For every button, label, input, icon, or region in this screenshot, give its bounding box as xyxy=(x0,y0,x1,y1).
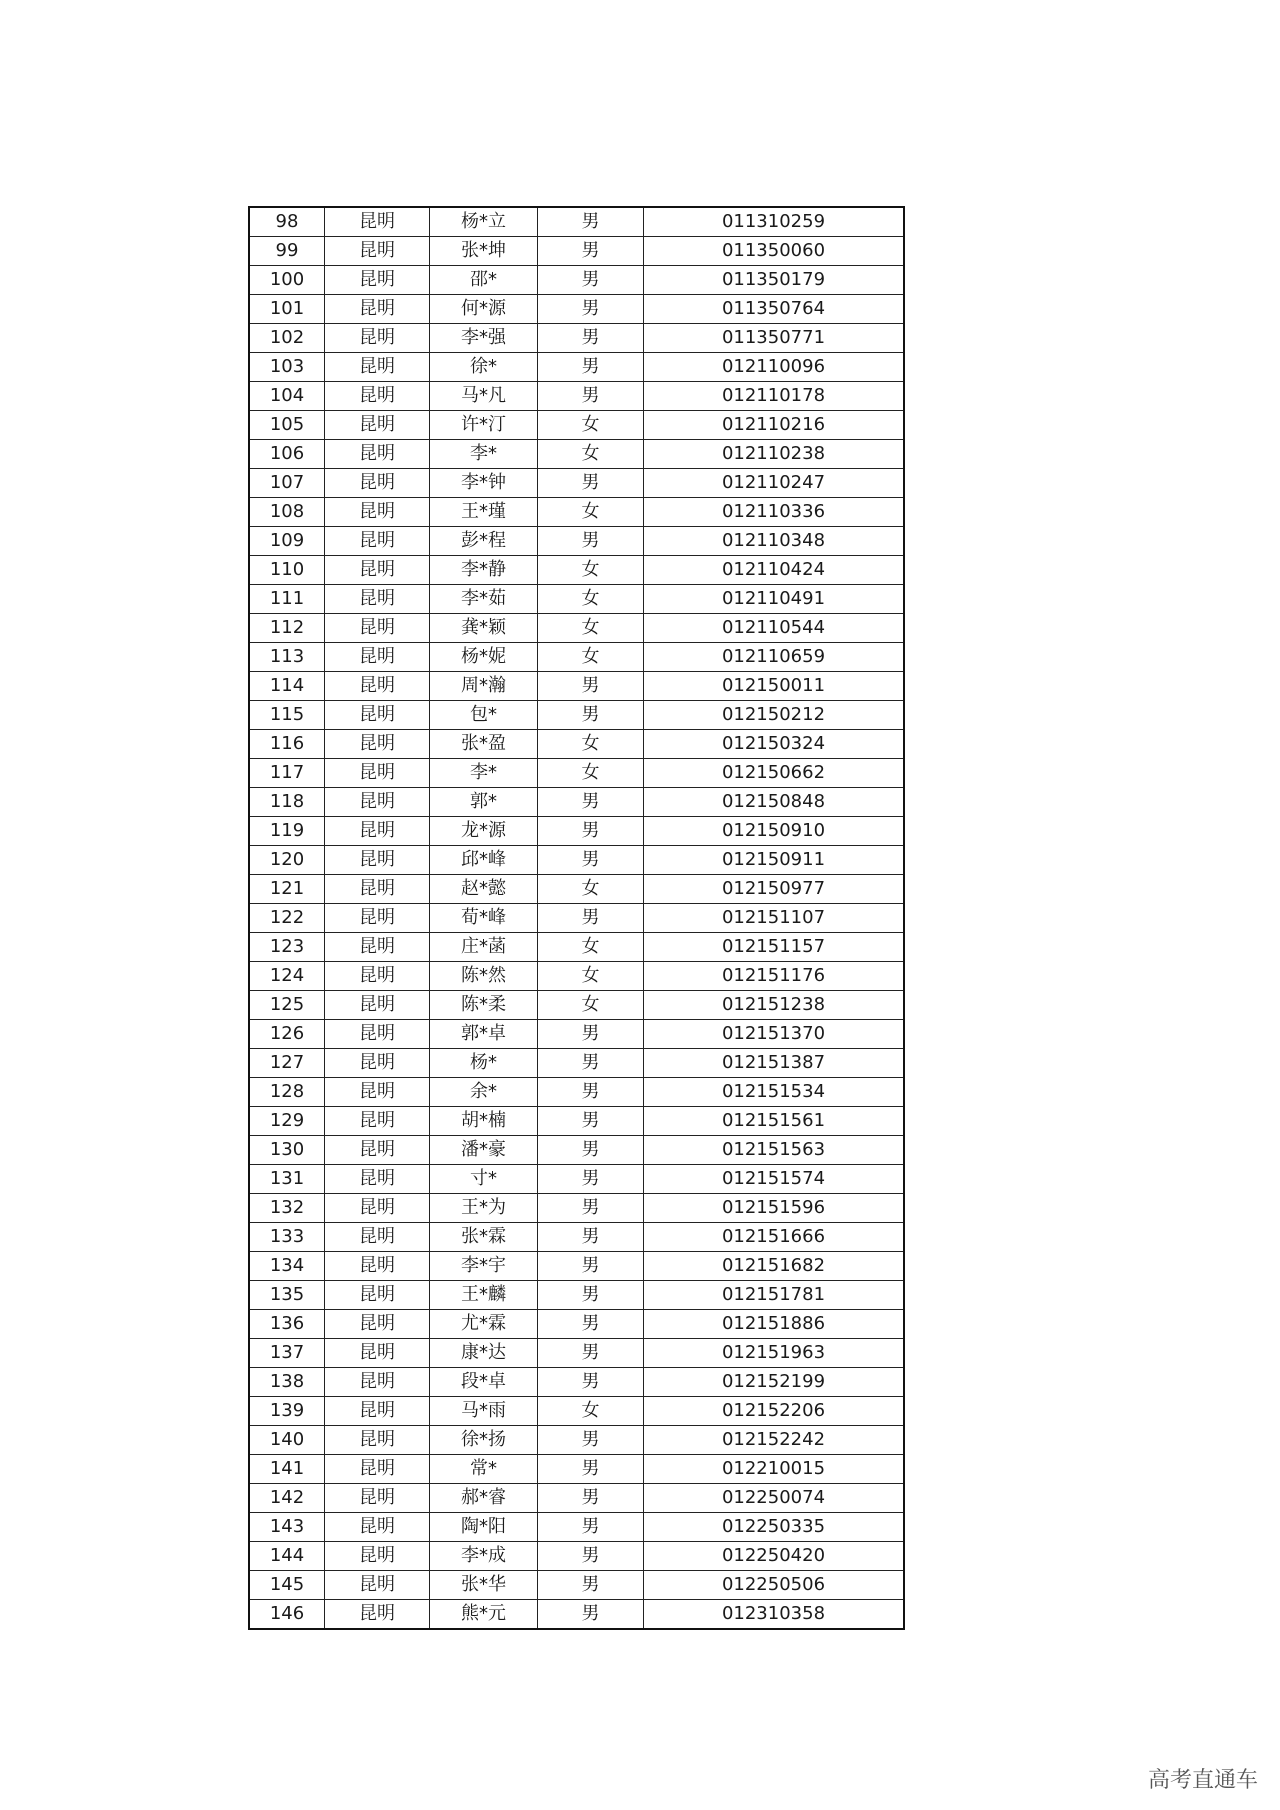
exam-id-cell: 012151238 xyxy=(644,991,905,1020)
table-row xyxy=(249,498,904,527)
gender-cell: 男 xyxy=(538,1600,644,1630)
exam-id-cell: 012151370 xyxy=(644,1020,905,1049)
gender-cell: 女 xyxy=(538,556,644,585)
name-cell: 李*茹 xyxy=(430,585,538,614)
city-cell: 昆明 xyxy=(325,1252,430,1281)
city-cell: 昆明 xyxy=(325,353,430,382)
table-row xyxy=(249,672,904,701)
gender-cell: 女 xyxy=(538,759,644,788)
table-row xyxy=(249,643,904,672)
row-number-cell: 121 xyxy=(249,875,325,904)
city-cell: 昆明 xyxy=(325,411,430,440)
exam-id-cell: 012151574 xyxy=(644,1165,905,1194)
gender-cell: 男 xyxy=(538,1165,644,1194)
exam-id-cell: 012151963 xyxy=(644,1339,905,1368)
gender-cell: 男 xyxy=(538,846,644,875)
city-cell: 昆明 xyxy=(325,875,430,904)
city-cell: 昆明 xyxy=(325,1049,430,1078)
row-number-cell: 132 xyxy=(249,1194,325,1223)
name-cell: 马*凡 xyxy=(430,382,538,411)
name-cell: 李*钟 xyxy=(430,469,538,498)
name-cell: 潘*豪 xyxy=(430,1136,538,1165)
table-row xyxy=(249,266,904,295)
table-row xyxy=(249,904,904,933)
name-cell: 周*瀚 xyxy=(430,672,538,701)
city-cell: 昆明 xyxy=(325,962,430,991)
city-cell: 昆明 xyxy=(325,614,430,643)
row-number-cell: 138 xyxy=(249,1368,325,1397)
gender-cell: 男 xyxy=(538,1455,644,1484)
gender-cell: 女 xyxy=(538,991,644,1020)
city-cell: 昆明 xyxy=(325,1223,430,1252)
row-number-cell: 108 xyxy=(249,498,325,527)
exam-id-cell: 012150324 xyxy=(644,730,905,759)
gender-cell: 女 xyxy=(538,1397,644,1426)
gender-cell: 男 xyxy=(538,527,644,556)
exam-id-cell: 012150212 xyxy=(644,701,905,730)
exam-id-cell: 012110216 xyxy=(644,411,905,440)
city-cell: 昆明 xyxy=(325,1542,430,1571)
gender-cell: 男 xyxy=(538,1252,644,1281)
exam-id-cell: 012110247 xyxy=(644,469,905,498)
table-row xyxy=(249,614,904,643)
city-cell: 昆明 xyxy=(325,1426,430,1455)
gender-cell: 男 xyxy=(538,237,644,266)
name-cell: 何*源 xyxy=(430,295,538,324)
exam-id-cell: 012151176 xyxy=(644,962,905,991)
city-cell: 昆明 xyxy=(325,498,430,527)
table-row xyxy=(249,411,904,440)
exam-id-cell: 012151596 xyxy=(644,1194,905,1223)
gender-cell: 女 xyxy=(538,440,644,469)
gender-cell: 男 xyxy=(538,672,644,701)
exam-id-cell: 012310358 xyxy=(644,1600,905,1630)
name-cell: 段*卓 xyxy=(430,1368,538,1397)
city-cell: 昆明 xyxy=(325,440,430,469)
exam-id-cell: 012150848 xyxy=(644,788,905,817)
exam-id-cell: 012151563 xyxy=(644,1136,905,1165)
gender-cell: 女 xyxy=(538,933,644,962)
exam-id-cell: 012110491 xyxy=(644,585,905,614)
table-row xyxy=(249,1165,904,1194)
exam-id-cell: 011350764 xyxy=(644,295,905,324)
table-row xyxy=(249,730,904,759)
exam-id-cell: 012151781 xyxy=(644,1281,905,1310)
name-cell: 杨*立 xyxy=(430,207,538,237)
exam-id-cell: 012110544 xyxy=(644,614,905,643)
gender-cell: 男 xyxy=(538,207,644,237)
table-row xyxy=(249,1020,904,1049)
row-number-cell: 112 xyxy=(249,614,325,643)
gender-cell: 女 xyxy=(538,614,644,643)
table-row xyxy=(249,701,904,730)
table-row xyxy=(249,846,904,875)
exam-id-cell: 012151666 xyxy=(644,1223,905,1252)
gender-cell: 男 xyxy=(538,1194,644,1223)
row-number-cell: 140 xyxy=(249,1426,325,1455)
table-row xyxy=(249,933,904,962)
table-row xyxy=(249,1484,904,1513)
city-cell: 昆明 xyxy=(325,237,430,266)
exam-id-cell: 012110424 xyxy=(644,556,905,585)
gender-cell: 女 xyxy=(538,875,644,904)
city-cell: 昆明 xyxy=(325,730,430,759)
watermark-text: 高考直通车 xyxy=(1147,1768,1258,1793)
gender-cell: 男 xyxy=(538,1484,644,1513)
gender-cell: 男 xyxy=(538,1281,644,1310)
row-number-cell: 109 xyxy=(249,527,325,556)
row-number-cell: 144 xyxy=(249,1542,325,1571)
name-cell: 王*麟 xyxy=(430,1281,538,1310)
table-row xyxy=(249,1107,904,1136)
city-cell: 昆明 xyxy=(325,701,430,730)
exam-id-cell: 012250506 xyxy=(644,1571,905,1600)
row-number-cell: 137 xyxy=(249,1339,325,1368)
table-row xyxy=(249,1426,904,1455)
city-cell: 昆明 xyxy=(325,817,430,846)
exam-id-cell: 012152199 xyxy=(644,1368,905,1397)
table-row xyxy=(249,440,904,469)
name-cell: 寸* xyxy=(430,1165,538,1194)
gender-cell: 男 xyxy=(538,1020,644,1049)
exam-id-cell: 012110659 xyxy=(644,643,905,672)
gender-cell: 男 xyxy=(538,701,644,730)
table-row xyxy=(249,295,904,324)
name-cell: 邱*峰 xyxy=(430,846,538,875)
name-cell: 余* xyxy=(430,1078,538,1107)
gender-cell: 男 xyxy=(538,1223,644,1252)
name-cell: 熊*元 xyxy=(430,1600,538,1630)
city-cell: 昆明 xyxy=(325,1339,430,1368)
exam-id-cell: 012110178 xyxy=(644,382,905,411)
row-number-cell: 133 xyxy=(249,1223,325,1252)
name-cell: 郭* xyxy=(430,788,538,817)
gender-cell: 男 xyxy=(538,1542,644,1571)
row-number-cell: 146 xyxy=(249,1600,325,1630)
gender-cell: 男 xyxy=(538,1339,644,1368)
name-cell: 张*华 xyxy=(430,1571,538,1600)
row-number-cell: 111 xyxy=(249,585,325,614)
name-cell: 李*成 xyxy=(430,1542,538,1571)
exam-id-cell: 012151682 xyxy=(644,1252,905,1281)
table-row xyxy=(249,991,904,1020)
name-cell: 龙*源 xyxy=(430,817,538,846)
name-cell: 胡*楠 xyxy=(430,1107,538,1136)
exam-id-cell: 012151107 xyxy=(644,904,905,933)
gender-cell: 男 xyxy=(538,788,644,817)
row-number-cell: 106 xyxy=(249,440,325,469)
row-number-cell: 128 xyxy=(249,1078,325,1107)
row-number-cell: 101 xyxy=(249,295,325,324)
city-cell: 昆明 xyxy=(325,1194,430,1223)
table-row xyxy=(249,1368,904,1397)
city-cell: 昆明 xyxy=(325,1600,430,1630)
gender-cell: 女 xyxy=(538,585,644,614)
table-row xyxy=(249,1513,904,1542)
name-cell: 张*盈 xyxy=(430,730,538,759)
table-row xyxy=(249,1136,904,1165)
row-number-cell: 104 xyxy=(249,382,325,411)
city-cell: 昆明 xyxy=(325,556,430,585)
table-row xyxy=(249,353,904,382)
gender-cell: 女 xyxy=(538,730,644,759)
table-row xyxy=(249,1455,904,1484)
gender-cell: 男 xyxy=(538,266,644,295)
name-cell: 徐* xyxy=(430,353,538,382)
row-number-cell: 145 xyxy=(249,1571,325,1600)
exam-id-cell: 012152242 xyxy=(644,1426,905,1455)
table-row xyxy=(249,875,904,904)
row-number-cell: 135 xyxy=(249,1281,325,1310)
city-cell: 昆明 xyxy=(325,788,430,817)
city-cell: 昆明 xyxy=(325,1455,430,1484)
exam-id-cell: 012151534 xyxy=(644,1078,905,1107)
table-row xyxy=(249,962,904,991)
roster-table xyxy=(248,206,905,1630)
gender-cell: 男 xyxy=(538,382,644,411)
city-cell: 昆明 xyxy=(325,527,430,556)
name-cell: 李*强 xyxy=(430,324,538,353)
gender-cell: 男 xyxy=(538,324,644,353)
name-cell: 龚*颖 xyxy=(430,614,538,643)
gender-cell: 男 xyxy=(538,1107,644,1136)
gender-cell: 男 xyxy=(538,904,644,933)
name-cell: 常* xyxy=(430,1455,538,1484)
city-cell: 昆明 xyxy=(325,846,430,875)
name-cell: 李*静 xyxy=(430,556,538,585)
name-cell: 荀*峰 xyxy=(430,904,538,933)
city-cell: 昆明 xyxy=(325,266,430,295)
row-number-cell: 127 xyxy=(249,1049,325,1078)
row-number-cell: 113 xyxy=(249,643,325,672)
city-cell: 昆明 xyxy=(325,1310,430,1339)
exam-id-cell: 012250074 xyxy=(644,1484,905,1513)
city-cell: 昆明 xyxy=(325,1484,430,1513)
row-number-cell: 107 xyxy=(249,469,325,498)
gender-cell: 男 xyxy=(538,1571,644,1600)
table-row xyxy=(249,817,904,846)
name-cell: 陈*柔 xyxy=(430,991,538,1020)
row-number-cell: 114 xyxy=(249,672,325,701)
city-cell: 昆明 xyxy=(325,207,430,237)
city-cell: 昆明 xyxy=(325,1571,430,1600)
table-row xyxy=(249,585,904,614)
city-cell: 昆明 xyxy=(325,643,430,672)
row-number-cell: 110 xyxy=(249,556,325,585)
city-cell: 昆明 xyxy=(325,1020,430,1049)
city-cell: 昆明 xyxy=(325,991,430,1020)
gender-cell: 女 xyxy=(538,498,644,527)
row-number-cell: 118 xyxy=(249,788,325,817)
table-row xyxy=(249,1600,904,1630)
gender-cell: 男 xyxy=(538,1310,644,1339)
name-cell: 康*达 xyxy=(430,1339,538,1368)
name-cell: 邵* xyxy=(430,266,538,295)
city-cell: 昆明 xyxy=(325,1078,430,1107)
row-number-cell: 131 xyxy=(249,1165,325,1194)
roster-table-body xyxy=(249,207,904,1629)
city-cell: 昆明 xyxy=(325,1136,430,1165)
exam-id-cell: 012150910 xyxy=(644,817,905,846)
table-row xyxy=(249,469,904,498)
row-number-cell: 143 xyxy=(249,1513,325,1542)
row-number-cell: 103 xyxy=(249,353,325,382)
row-number-cell: 120 xyxy=(249,846,325,875)
gender-cell: 男 xyxy=(538,295,644,324)
table-row xyxy=(249,237,904,266)
exam-id-cell: 012250420 xyxy=(644,1542,905,1571)
table-row xyxy=(249,382,904,411)
exam-id-cell: 012151886 xyxy=(644,1310,905,1339)
name-cell: 许*汀 xyxy=(430,411,538,440)
city-cell: 昆明 xyxy=(325,1368,430,1397)
row-number-cell: 136 xyxy=(249,1310,325,1339)
table-row xyxy=(249,1223,904,1252)
name-cell: 马*雨 xyxy=(430,1397,538,1426)
name-cell: 陈*然 xyxy=(430,962,538,991)
row-number-cell: 124 xyxy=(249,962,325,991)
gender-cell: 男 xyxy=(538,353,644,382)
exam-id-cell: 012210015 xyxy=(644,1455,905,1484)
row-number-cell: 141 xyxy=(249,1455,325,1484)
city-cell: 昆明 xyxy=(325,1513,430,1542)
table-row xyxy=(249,1397,904,1426)
row-number-cell: 100 xyxy=(249,266,325,295)
city-cell: 昆明 xyxy=(325,1397,430,1426)
city-cell: 昆明 xyxy=(325,1107,430,1136)
gender-cell: 女 xyxy=(538,962,644,991)
exam-id-cell: 012152206 xyxy=(644,1397,905,1426)
gender-cell: 男 xyxy=(538,1513,644,1542)
name-cell: 包* xyxy=(430,701,538,730)
table-row xyxy=(249,788,904,817)
name-cell: 李* xyxy=(430,759,538,788)
exam-id-cell: 012110336 xyxy=(644,498,905,527)
row-number-cell: 116 xyxy=(249,730,325,759)
city-cell: 昆明 xyxy=(325,324,430,353)
name-cell: 郭*卓 xyxy=(430,1020,538,1049)
row-number-cell: 119 xyxy=(249,817,325,846)
exam-id-cell: 011350771 xyxy=(644,324,905,353)
city-cell: 昆明 xyxy=(325,904,430,933)
city-cell: 昆明 xyxy=(325,759,430,788)
row-number-cell: 105 xyxy=(249,411,325,440)
table-row xyxy=(249,1078,904,1107)
table-row xyxy=(249,1339,904,1368)
row-number-cell: 123 xyxy=(249,933,325,962)
gender-cell: 男 xyxy=(538,1136,644,1165)
table-row xyxy=(249,759,904,788)
exam-id-cell: 012110348 xyxy=(644,527,905,556)
gender-cell: 男 xyxy=(538,1368,644,1397)
gender-cell: 女 xyxy=(538,643,644,672)
exam-id-cell: 012150977 xyxy=(644,875,905,904)
table-row xyxy=(249,324,904,353)
name-cell: 赵*懿 xyxy=(430,875,538,904)
exam-id-cell: 012151561 xyxy=(644,1107,905,1136)
exam-id-cell: 012150911 xyxy=(644,846,905,875)
exam-id-cell: 011350060 xyxy=(644,237,905,266)
gender-cell: 男 xyxy=(538,1049,644,1078)
exam-id-cell: 012150011 xyxy=(644,672,905,701)
name-cell: 庄*菡 xyxy=(430,933,538,962)
table-row xyxy=(249,1049,904,1078)
row-number-cell: 122 xyxy=(249,904,325,933)
city-cell: 昆明 xyxy=(325,1281,430,1310)
city-cell: 昆明 xyxy=(325,672,430,701)
table-row xyxy=(249,1310,904,1339)
name-cell: 郝*睿 xyxy=(430,1484,538,1513)
table-row xyxy=(249,207,904,237)
row-number-cell: 98 xyxy=(249,207,325,237)
name-cell: 杨* xyxy=(430,1049,538,1078)
city-cell: 昆明 xyxy=(325,933,430,962)
table-row xyxy=(249,1571,904,1600)
table-row xyxy=(249,527,904,556)
name-cell: 王*为 xyxy=(430,1194,538,1223)
exam-id-cell: 012151157 xyxy=(644,933,905,962)
name-cell: 李*宇 xyxy=(430,1252,538,1281)
row-number-cell: 129 xyxy=(249,1107,325,1136)
name-cell: 徐*扬 xyxy=(430,1426,538,1455)
table-row xyxy=(249,1194,904,1223)
row-number-cell: 99 xyxy=(249,237,325,266)
name-cell: 张*霖 xyxy=(430,1223,538,1252)
gender-cell: 男 xyxy=(538,817,644,846)
exam-id-cell: 012150662 xyxy=(644,759,905,788)
row-number-cell: 117 xyxy=(249,759,325,788)
city-cell: 昆明 xyxy=(325,382,430,411)
name-cell: 尤*霖 xyxy=(430,1310,538,1339)
city-cell: 昆明 xyxy=(325,585,430,614)
row-number-cell: 130 xyxy=(249,1136,325,1165)
gender-cell: 男 xyxy=(538,469,644,498)
exam-id-cell: 012250335 xyxy=(644,1513,905,1542)
city-cell: 昆明 xyxy=(325,295,430,324)
exam-id-cell: 011350179 xyxy=(644,266,905,295)
exam-id-cell: 012110096 xyxy=(644,353,905,382)
gender-cell: 男 xyxy=(538,1078,644,1107)
row-number-cell: 126 xyxy=(249,1020,325,1049)
name-cell: 杨*妮 xyxy=(430,643,538,672)
name-cell: 王*瑾 xyxy=(430,498,538,527)
name-cell: 张*坤 xyxy=(430,237,538,266)
city-cell: 昆明 xyxy=(325,469,430,498)
row-number-cell: 102 xyxy=(249,324,325,353)
name-cell: 彭*程 xyxy=(430,527,538,556)
table-row xyxy=(249,556,904,585)
row-number-cell: 139 xyxy=(249,1397,325,1426)
row-number-cell: 134 xyxy=(249,1252,325,1281)
table-row xyxy=(249,1542,904,1571)
name-cell: 陶*阳 xyxy=(430,1513,538,1542)
exam-id-cell: 011310259 xyxy=(644,207,905,237)
table-row xyxy=(249,1281,904,1310)
exam-id-cell: 012151387 xyxy=(644,1049,905,1078)
name-cell: 李* xyxy=(430,440,538,469)
row-number-cell: 142 xyxy=(249,1484,325,1513)
row-number-cell: 125 xyxy=(249,991,325,1020)
city-cell: 昆明 xyxy=(325,1165,430,1194)
gender-cell: 女 xyxy=(538,411,644,440)
gender-cell: 男 xyxy=(538,1426,644,1455)
exam-id-cell: 012110238 xyxy=(644,440,905,469)
row-number-cell: 115 xyxy=(249,701,325,730)
table-row xyxy=(249,1252,904,1281)
